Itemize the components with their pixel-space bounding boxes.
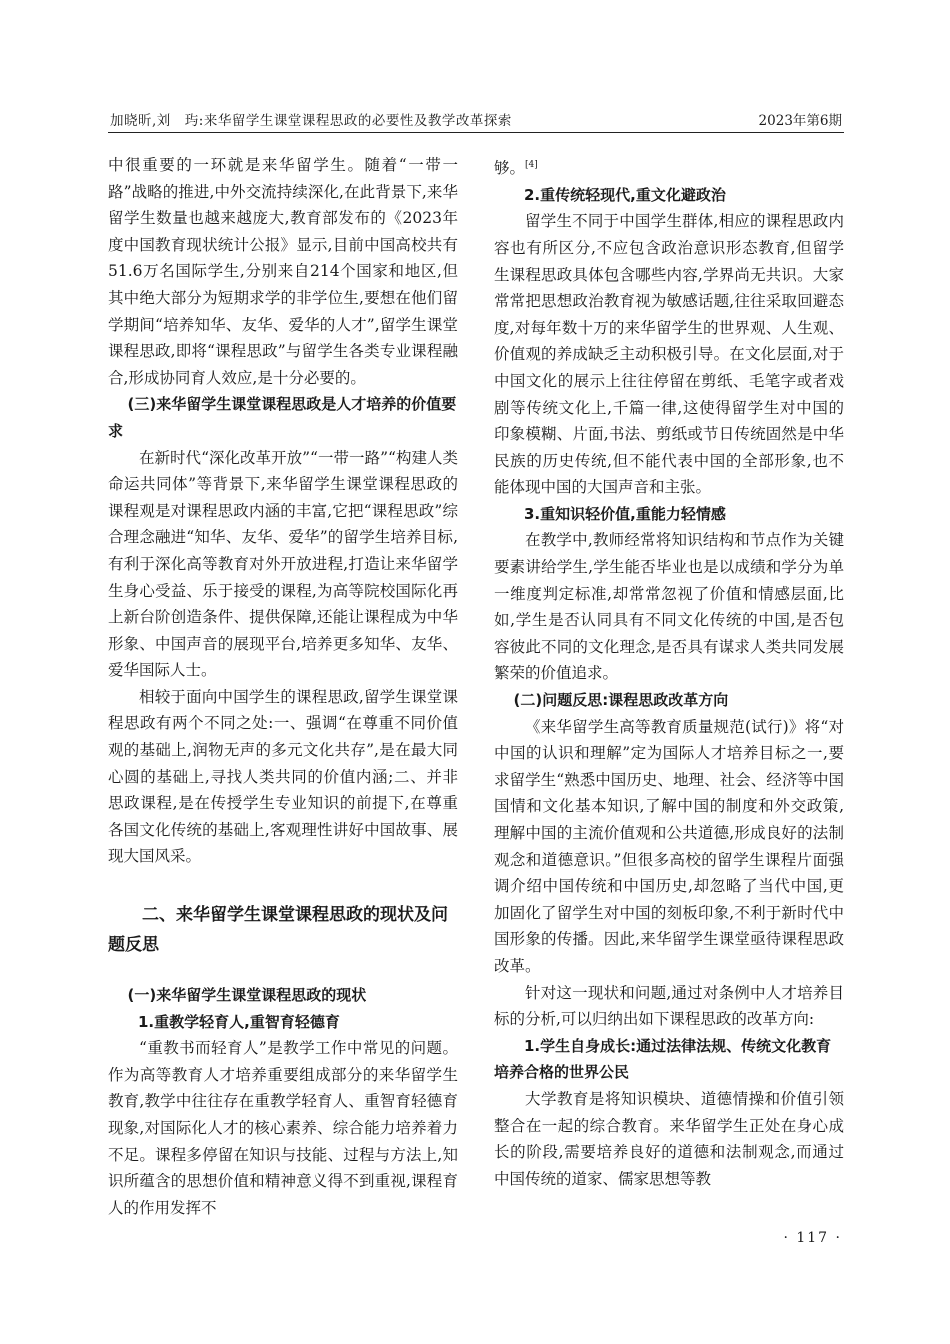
point-heading-4: 1.学生自身成长:通过法律法规、传统文化教育培养合格的世界公民: [494, 1036, 832, 1082]
point-heading-2: 2.重传统轻现代,重文化避政治: [524, 185, 726, 204]
paragraph: 针对这一现状和问题,通过对条例中人才培养目标的分析,可以归纳出如下课程思政的改革方向:: [494, 983, 844, 1029]
paragraph: 在新时代“深化改革开放”“一带一路”“构建人类命运共同体”等背景下,来华留学生课堂课程思政的课程观是对课程思政内涵的丰富,它把“课程思政”综合理念融进“知华、友华、爱华”的留学生培养目标,有利于深化高等教育对外开放进程,打造让来华留学生身心受益、乐于接受的课程,为高等院校国际化再上新台阶创造条件、提供保障,还能让课程成为中华形象、中国声音的展现平台,培养更多知华、友华、爱华国际人士。: [108, 448, 458, 680]
paragraph: 相较于面向中国学生的课程思政,留学生课堂课程思政有两个不同之处:一、强调“在尊重不同价值观的基础上,润物无声的多元文化共存”,是在最大同心圆的基础上,寻找人类共同的价值内涵;二、并非思政课程,是在传授学生专业知识的前提下,在尊重各国文化传统的基础上,客观理性讲好中国故事、展现大国风采。: [108, 687, 458, 866]
point-heading-1: 1.重教学轻育人,重智育轻德育: [138, 1012, 340, 1031]
running-header: [108, 106, 844, 133]
paragraph: 留学生不同于中国学生群体,相应的课程思政内容也有所区分,不应包含政治意识形态教育,但留学生课程思政具体包含哪些内容,学界尚无共识。大家常常把思想政治教育视为敏感话题,往往采取回避态度,对每年数十万的来华留学生的世界观、人生观、价值观的养成缺乏主动积极引导。在文化层面,对于中国文化的展示上往往停留在剪纸、毛笔字或者戏剧等传统文化上,千篇一律,这使得留学生对中国的印象模糊、片面,书法、剪纸或节日传统固然是中华民族的历史传统,但不能代表中国的全部形象,也不能体现中国的大国声音和主张。: [494, 212, 844, 497]
header-authors-title: 加晓昕,刘 玙:来华留学生课堂课程思政的必要性及教学改革探索: [110, 113, 512, 129]
point-heading-3: 3.重知识轻价值,重能力轻情感: [524, 504, 726, 523]
paragraph: 大学教育是将知识模块、道德情操和价值引领整合在一起的综合教育。来华留学生正处在身心成长的阶段,需要培养良好的道德和法制观念,而通过中国传统的道家、儒家思想等教: [494, 1089, 844, 1188]
left-column: [108, 152, 458, 1262]
subsection-heading-1: (一)来华留学生课堂课程思政的现状: [127, 986, 367, 1005]
page-number: · 117 ·: [783, 1230, 842, 1246]
paragraph: 中很重要的一环就是来华留学生。随着“一带一路”战略的推进,中外交流持续深化,在此背景下,来华留学生数量也越来越庞大,教育部发布的《2023年度中国教育现状统计公报》显示,目前中国高校共有51.6万名国际学生,分别来自214个国家和地区,但其中绝大部分为短期求学的非学位生,要想在他们留学期间“培养知华、友华、爱华的人才”,留学生课堂课程思政,即将“课程思政”与留学生各类专业课程融合,形成协同育人效应,是十分必要的。: [108, 156, 458, 387]
header-issue: 2023年第6期: [758, 113, 842, 129]
paragraph-continued: [494, 152, 844, 182]
paragraph: 《来华留学生高等教育质量规范(试行)》将“对中国的认识和理解”定为国际人才培养目标之一,要求留学生“熟悉中国历史、地理、社会、经济等中国国情和文化基本知识,了解中国的制度和外交政策,理解中国的主流价值观和公共道德,形成良好的法制观念和道德意识。”但很多高校的留学生课程片面强调介绍中国传统和中国历史,却忽略了当代中国,更加固化了留学生对中国的刻板印象,不利于新时代中国形象的传播。因此,来华留学生课堂亟待课程思政改革。: [494, 717, 844, 975]
paragraph: 在教学中,教师经常将知识结构和节点作为关键要素讲给学生,学生能否毕业也是以成绩和学分为单一维度判定标准,却常常忽视了价值和情感层面,比如,学生是否认同具有不同文化传统的中国,是否包容彼此不同的文化理念,是否具有谋求人类共同发展繁荣的价值追求。: [494, 531, 844, 683]
subsection-heading-2: (二)问题反思:课程思政改革方向: [513, 691, 729, 710]
section-heading-3: (三)来华留学生课堂课程思政是人才培养的价值要求: [108, 395, 457, 440]
citation-ref: [4]: [525, 160, 538, 170]
section-heading-2: 二、来华留学生课堂课程思政的现状及问题反思: [108, 905, 448, 956]
right-column: [494, 152, 844, 1262]
continued-text: 够。: [494, 159, 526, 178]
paragraph: “重教书而轻育人”是教学工作中常见的问题。作为高等教育人才培养重要组成部分的来华留学生教育,教学中往往存在重教学轻育人、重智育轻德育现象,对国际化人才的核心素养、综合能力培养着力不足。课程多停留在知识与技能、过程与方法上,知识所蕴含的思想价值和精神意义得不到重视,课程育人的作用发挥不: [108, 1039, 458, 1217]
